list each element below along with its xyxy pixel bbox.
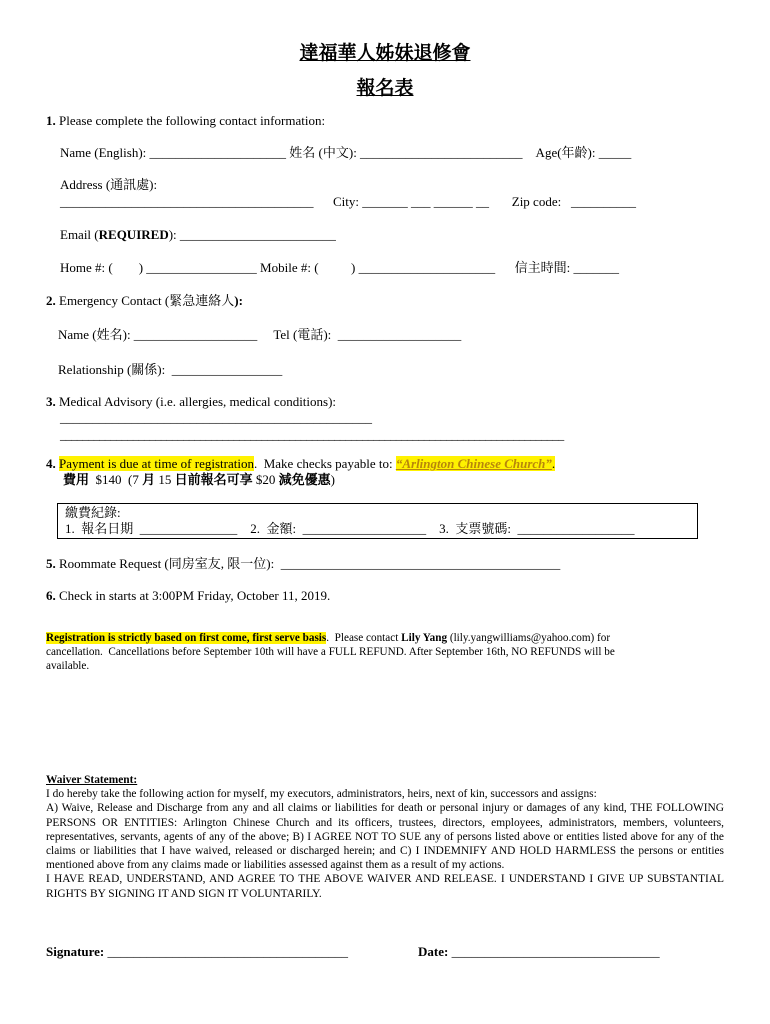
checkin-line: 6. Check in starts at 3:00PM Friday, October 11, 2019. bbox=[46, 588, 331, 603]
form-subtitle: 報名表 bbox=[356, 78, 414, 99]
registration-line-1: Registration is strictly based on first come, first serve basis. Please contact Lily Yang (lily.yangwilliams@yahoo.com) for bbox=[46, 632, 611, 644]
name-field-line[interactable]: Name (English): _____________________ 姓名 (中文): _________________________ Age(年齡): _____ bbox=[60, 145, 632, 160]
registration-line-2: cancellation. Cancellations before September 10th will have a FULL REFUND. After September 16th, NO REFUNDS will be bbox=[46, 646, 615, 658]
medical-line-2[interactable]: __________________________________________________________________________________________ bbox=[60, 428, 564, 442]
registration-line-3: available. bbox=[46, 660, 90, 672]
waiver-statement bbox=[46, 773, 724, 901]
email-field-line[interactable]: Email (REQUIRED): ________________________ bbox=[60, 227, 336, 242]
date-line[interactable]: Date: ________________________________ bbox=[418, 944, 660, 959]
fee-record-box bbox=[57, 503, 698, 539]
fee-record-line[interactable]: 1. 報名日期 _______________ 2. 金額: ___________________ 3. 支票號碼: __________________ bbox=[65, 521, 635, 536]
section1-heading: 1. Please complete the following contact information: bbox=[46, 113, 326, 128]
phone-field-line[interactable]: Home #: ( ) _________________ Mobile #: ( ) _____________________ 信主時間: _______ bbox=[60, 260, 619, 275]
registration-highlight: Registration is strictly based on first come, first serve basis bbox=[46, 632, 327, 644]
payee-name: “Arlington Chinese Church” bbox=[395, 456, 552, 471]
fee-line: 費用 $140 (7 月 15 日前報名可享 $20 減免優惠) bbox=[63, 472, 335, 487]
fee-record-label: 繳費紀錄: bbox=[65, 505, 121, 520]
waiver-paragraph-2: A) Waive, Release and Discharge from any and all claims or liabilities for death or personal injury or damages of any kind, THE FOLLOWING PERSONS OR ENTITIES: Arlington Chinese Church and its officers, trustees, directors, employees, administrators, members, volunteers, representatives, servants, agents of any of the above; B) I AGREE NOT TO SUE any of persons listed above or entities listed above for any of the claims or liabilities that I have waived, released or discharged herein; and C) I INDEMNIFY AND HOLD HARMLESS the persons or entities mentioned above from any claims made or liabilities assessed against them as a result of my actions. bbox=[46, 802, 724, 872]
medical-line-1[interactable]: ________________________________________________ bbox=[60, 410, 372, 425]
waiver-paragraph-3: I HAVE READ, UNDERSTAND, AND AGREE TO THE ABOVE WAIVER AND RELEASE. I UNDERSTAND I GIVE UP SUBSTANTIAL RIGHTS BY SIGNING IT AND SIGN IT VOLUNTARILY. bbox=[46, 873, 724, 900]
section2-heading: 2. Emergency Contact (緊急連絡人): bbox=[46, 293, 243, 308]
section3-heading: 3. Medical Advisory (i.e. allergies, medical conditions): bbox=[46, 394, 337, 409]
address-label: Address (通訊處): bbox=[60, 177, 158, 192]
payment-highlight: Payment is due at time of registration bbox=[59, 456, 254, 471]
waiver-heading: Waiver Statement: bbox=[46, 774, 138, 786]
waiver-paragraph-1: I do hereby take the following action for myself, my executors, administrators, heirs, next of kin, successors and assigns: bbox=[46, 788, 597, 801]
relationship-line[interactable]: Relationship (關係): _________________ bbox=[58, 362, 283, 377]
form-title: 達福華人姊妹退修會 bbox=[299, 43, 471, 64]
emergency-name-line[interactable]: Name (姓名): ___________________ Tel (電話): ___________________ bbox=[58, 327, 462, 342]
section4-payment: 4. Payment is due at time of registration. Make checks payable to: “Arlington Chinese Church”. bbox=[46, 456, 556, 471]
address-field-line[interactable]: _______________________________________ City: _______ ___ ______ __ Zip code: __________ bbox=[60, 194, 636, 209]
signature-line[interactable]: Signature: _____________________________________ bbox=[46, 944, 349, 959]
roommate-request-line[interactable]: 5. Roommate Request (同房室友, 限一位): ___________________________________________ bbox=[46, 556, 561, 571]
